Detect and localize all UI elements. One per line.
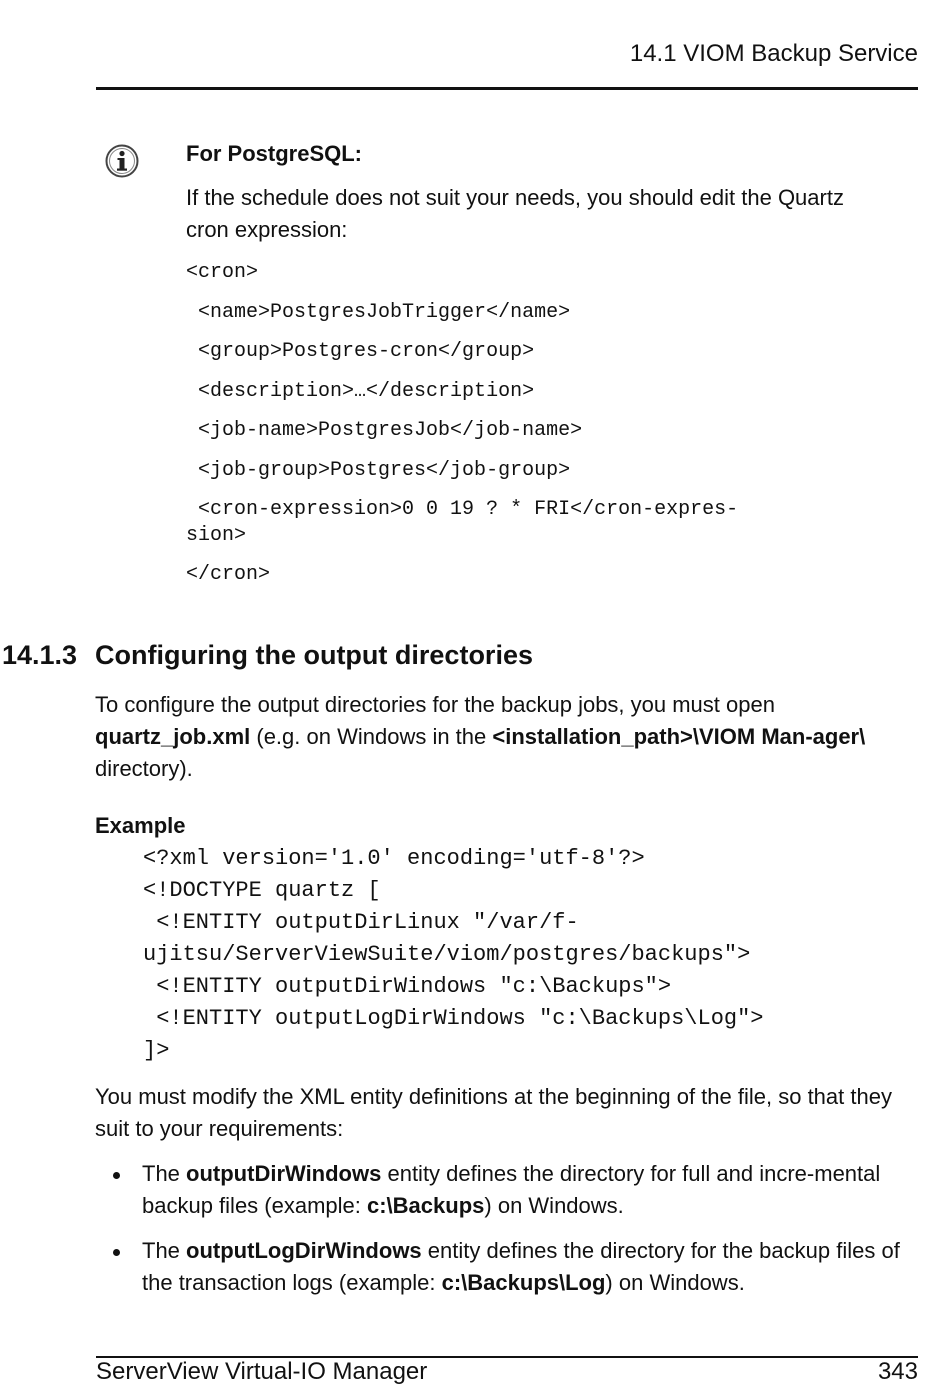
- code-line: <cron-expression>0 0 19 ? * FRI</cron-expres- sion>: [186, 498, 739, 547]
- example-label: Example: [95, 813, 186, 838]
- code-line: </cron>: [186, 563, 271, 586]
- note-paragraph: If the schedule does not suit your needs, you should edit the Quartz cron expression:: [186, 185, 844, 242]
- bullet-text: ) on Windows.: [605, 1270, 745, 1295]
- info-icon: [104, 143, 140, 179]
- note-title: For PostgreSQL:: [186, 141, 363, 166]
- bullet-text: The: [142, 1161, 187, 1186]
- code-line: <job-group>Postgres</job-group>: [186, 458, 571, 482]
- bullet-text: The: [142, 1238, 187, 1263]
- bullet-text: ) on Windows.: [484, 1193, 624, 1218]
- code-line: ]>: [143, 1038, 170, 1063]
- section-number: 14.1.3: [2, 640, 78, 670]
- code-line: <name>PostgresJobTrigger</name>: [186, 300, 571, 324]
- bullet-icon: [113, 1249, 120, 1256]
- intro-paragraph: [95, 689, 905, 785]
- xml-code-block: [143, 843, 863, 1067]
- code-line: <!ENTITY outputDirLinux "/var/f-: [143, 910, 579, 935]
- info-note: [186, 139, 866, 246]
- code-line: <!DOCTYPE quartz [: [143, 878, 381, 903]
- list-item: [95, 1235, 915, 1299]
- code-line: ujitsu/ServerViewSuite/viom/postgres/backups">: [143, 942, 751, 967]
- code-line: <?xml version='1.0' encoding='utf-8'?>: [143, 846, 645, 871]
- code-line: <!ENTITY outputDirWindows "c:\Backups">: [143, 974, 672, 999]
- code-line: <description>…</description>: [186, 379, 535, 403]
- code-line: <!ENTITY outputLogDirWindows "c:\Backups\Log">: [143, 1006, 764, 1031]
- intro-text: (e.g. on Windows in the: [250, 724, 493, 749]
- intro-text: directory).: [95, 756, 193, 781]
- footer-product: ServerView Virtual-IO Manager: [96, 1358, 428, 1385]
- running-header: 14.1 VIOM Backup Service: [629, 40, 918, 67]
- page-number: 343: [877, 1358, 918, 1385]
- filename: quartz_job.xml: [95, 724, 251, 749]
- path-example: c:\Backups\Log: [441, 1270, 606, 1295]
- header-rule: [96, 87, 918, 90]
- code-line: <cron>: [186, 261, 259, 284]
- bullet-text: entity defines the directory for the backup files of the transaction logs (example:: [142, 1238, 900, 1295]
- cron-code-block: [186, 260, 826, 602]
- section-title: Configuring the output directories: [95, 640, 533, 670]
- entity-name: outputDirWindows: [186, 1161, 382, 1186]
- after-example-paragraph: You must modify the XML entity definitions at the beginning of the file, so that they suit to your requirements:: [95, 1084, 892, 1141]
- entity-name: outputLogDirWindows: [186, 1238, 422, 1263]
- install-path: <installation_path>\VIOM Man-ager\: [492, 724, 866, 749]
- list-item: [95, 1158, 915, 1222]
- bullet-icon: [113, 1172, 120, 1179]
- path-example: c:\Backups: [367, 1193, 485, 1218]
- bullet-text: entity defines the directory for full and incre-mental backup files (example:: [142, 1161, 881, 1218]
- code-line: <job-name>PostgresJob</job-name>: [186, 419, 583, 442]
- code-line: <group>Postgres-cron</group>: [186, 340, 535, 363]
- intro-text: To configure the output directories for the backup jobs, you must open: [95, 692, 775, 717]
